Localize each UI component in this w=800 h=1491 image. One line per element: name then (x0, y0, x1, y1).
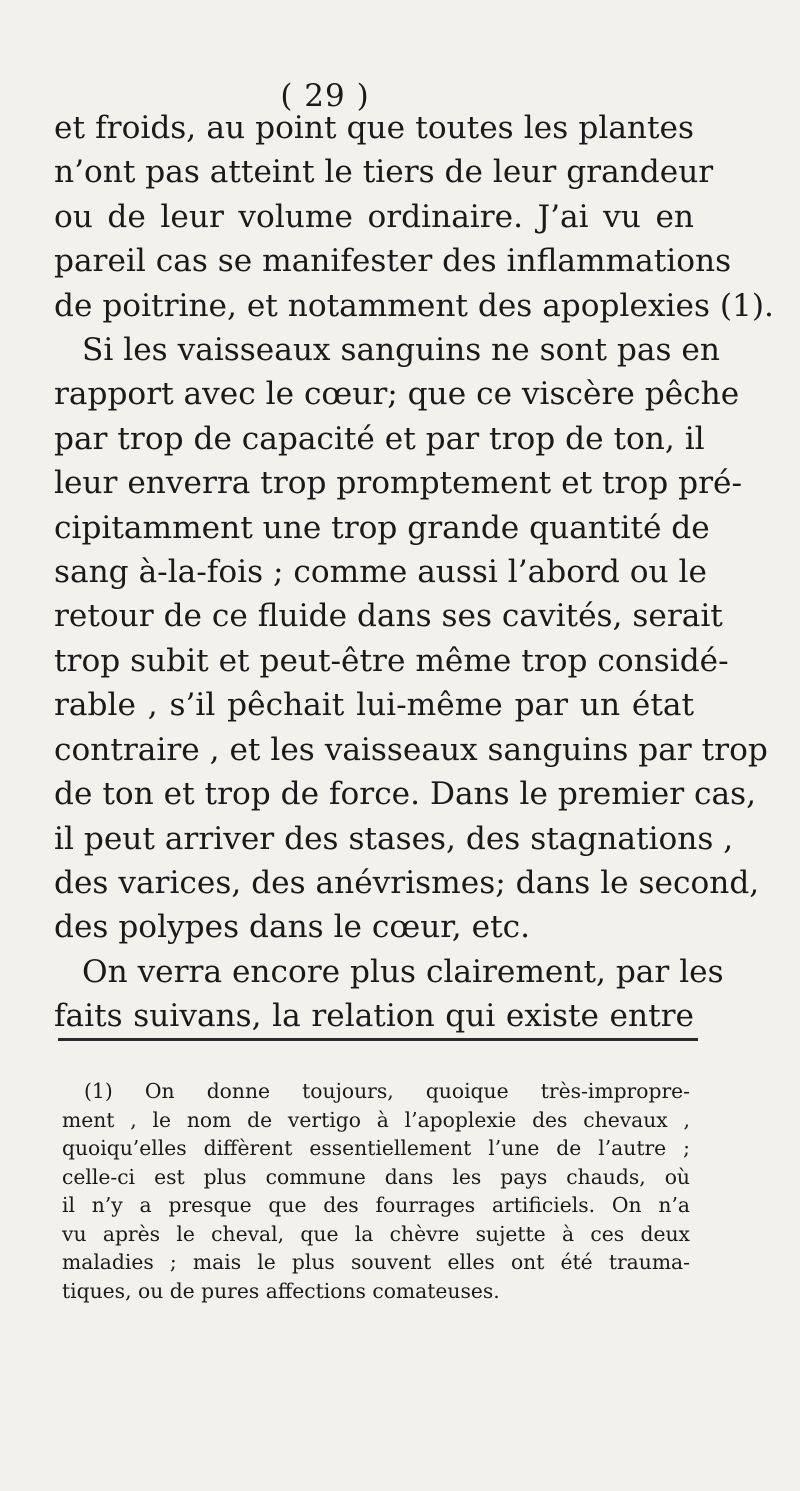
body-line: rapport avec le cœur; que ce viscère pêche (54, 376, 740, 413)
body-line: pareil cas se manifester des inflammations (54, 243, 732, 280)
footnote-line: tiques, ou de pures affections comateuses. (62, 1278, 500, 1303)
body-line: ou de leur volume ordinaire. J’ai vu en (54, 198, 694, 235)
body-line: On verra encore plus clairement, par les (82, 953, 724, 990)
body-line: faits suivans, la relation qui existe entre (54, 998, 694, 1035)
body-line: cipitamment une trop grande quantité de (54, 509, 710, 546)
body-line: retour de ce fluide dans ses cavités, serait (54, 598, 723, 635)
footnote-line: vu après le cheval, que la chèvre sujette à ces deux (62, 1221, 690, 1246)
body-line: de poitrine, et notamment des apoplexies (1). (54, 287, 774, 324)
page-number: ( 29 ) (280, 78, 370, 114)
body-line: des polypes dans le cœur, etc. (54, 909, 530, 946)
footnote (62, 1077, 690, 1305)
footnote-line: quoiqu’elles diffèrent essentiellement l’une de l’autre ; (62, 1136, 690, 1160)
footnote-line: il n’y a presque que des fourrages artificiels. On n’a (62, 1193, 690, 1217)
footnote-line: celle-ci est plus commune dans les pays chauds, où (62, 1164, 690, 1189)
footnote-line: maladies ; mais le plus souvent elles ont été trauma- (62, 1250, 690, 1274)
body-line: rable , s’il pêchait lui-même par un état (54, 687, 694, 724)
body-line: Si les vaisseaux sanguins ne sont pas en (82, 332, 720, 369)
body-text (54, 106, 774, 1039)
body-line: par trop de capacité et par trop de ton, il (54, 420, 705, 457)
body-line: leur enverra trop promptement et trop pré- (54, 465, 742, 502)
body-line: il peut arriver des stases, des stagnations , (54, 820, 734, 857)
footnote-line: (1) On donne toujours, quoique très-impropre- (84, 1079, 690, 1103)
body-line: contraire , et les vaisseaux sanguins par trop (54, 731, 768, 768)
body-line: trop subit et peut-être même trop considé- (54, 642, 729, 679)
body-line: sang à-la-fois ; comme aussi l’abord ou le (54, 554, 707, 591)
body-line: des varices, des anévrismes; dans le second, (54, 864, 760, 901)
footnote-divider (58, 1038, 698, 1041)
footnote-line: ment , le nom de vertigo à l’apoplexie des chevaux , (62, 1107, 690, 1132)
body-line: n’ont pas atteint le tiers de leur grandeur (54, 154, 714, 191)
body-line: et froids, au point que toutes les plantes (54, 110, 694, 146)
body-line: de ton et trop de force. Dans le premier cas, (54, 776, 757, 813)
